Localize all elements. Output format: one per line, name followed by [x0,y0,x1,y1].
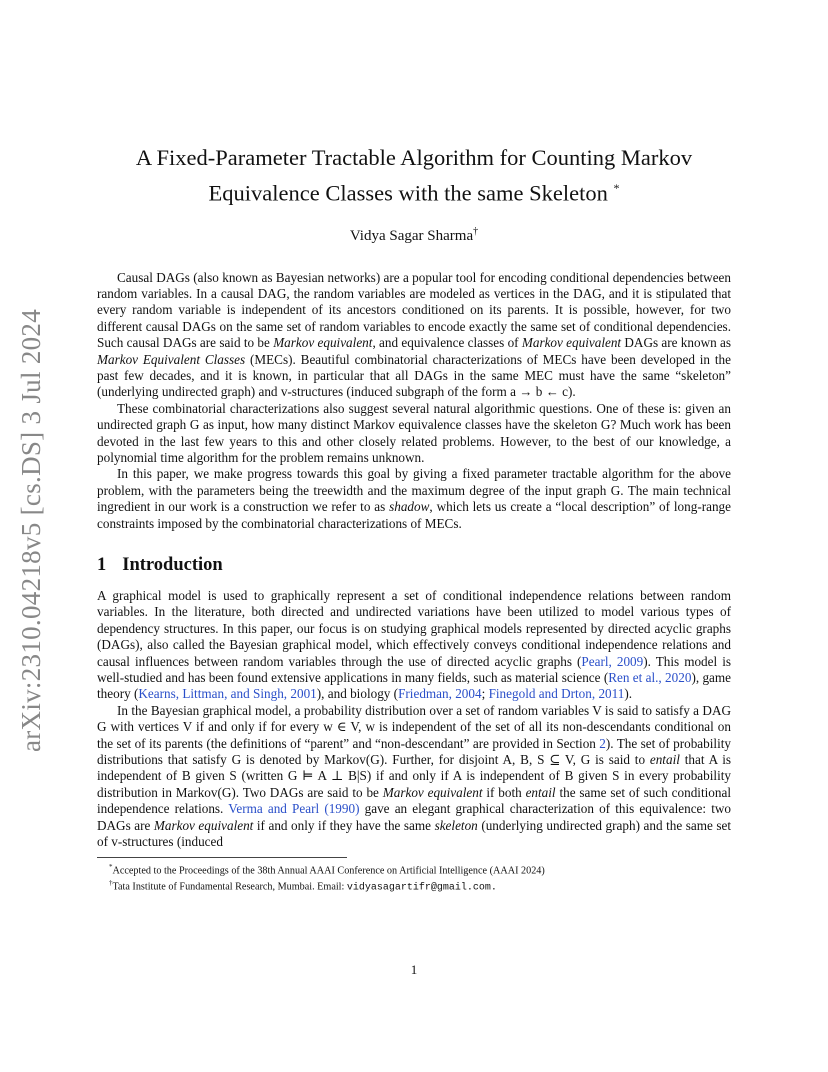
citation-link[interactable]: Finegold and Drton, 2011 [488,686,625,702]
paper-title [97,143,731,209]
section-title: Introduction [122,555,223,575]
abstract-paragraph-3: In this paper, we make progress towards this goal by giving a fixed parameter tractable algorithm for the above problem, with the parameters being the treewidth and the maximum degree of the input graph G. The main technical ingredient in our work is a construction we refer to as shadow, which lets us create a “local description” of long-range constraints imposed by the combinatorial characterizations of MECs. [97,466,731,531]
abstract-paragraph-1: Causal DAGs (also known as Bayesian networks) are a popular tool for encoding conditional dependencies between random variables. In a causal DAG, the random variables are modeled as vertices in the DAG, and it is stipulated that every random variable is independent of its ancestors conditioned on its parents. It is possible, however, for two different causal DAGs on the same set of random variables to encode exactly the same set of conditional dependencies. Such causal DAGs are said to be Markov equivalent, and equivalence classes of Markov equivalent DAGs are known as Markov Equivalent Classes (MECs). Beautiful combinatorial characterizations of MECs have been developed in the past few decades, and it is known, in particular that all DAGs in the same MEC must have the same “skeleton” (underlying undirected graph) and v-structures (induced subgraph of the form a → b ← c). [97,269,731,400]
footnote-2-text: Tata Institute of Fundamental Research, Mumbai. Email: [112,881,345,893]
page-number: 1 [410,962,418,977]
arxiv-identifier-stamp [12,300,52,760]
footnote-1-mark: * [109,862,113,871]
title-footnote-mark[interactable]: * [613,181,620,195]
citation-link[interactable]: Ren et al., 2020 [608,670,692,686]
footnote-1-text: Accepted to the Proceedings of the 38th Annual AAAI Conference on Artificial Intelligence (AAAI 2024) [112,864,545,876]
author-email[interactable]: vidyasagartifr@gmail.com. [346,882,497,894]
citation-link[interactable]: (1990) [324,801,360,817]
arxiv-id-text: arXiv:2310.04218v5 [cs.DS] 3 Jul 2024 [16,308,47,752]
citation-link[interactable]: Friedman, 2004 [398,686,482,702]
citation-link[interactable]: Verma and Pearl [228,801,320,817]
author-line [97,226,731,245]
footnote-2-mark: † [109,878,113,887]
body-paragraph-1: A graphical model is used to graphically represent a set of conditional independence relations between random variables. In the literature, both directed and undirected variations have been utilized to model various types of dependency structures. In this paper, our focus is on studying graphical models represented by directed acyclic graphs (DAGs), also called the Bayesian graphical model, which effectively conveys conditional independence relations and causal influences between random variables through the use of directed acyclic graphs (Pearl, 2009). This model is well-studied and has been found extensive applications in many fields, such as material science (Ren et al., 2020), game theory (Kearns, Littman, and Singh, 2001), and biology (Friedman, 2004; Finegold and Drton, 2011). [97,588,732,702]
author-footnote-mark[interactable]: † [473,225,479,237]
section-heading [97,555,731,576]
citation-link[interactable]: Kearns, Littman, and Singh, 2001 [138,686,317,702]
page-content [97,143,731,894]
citation-link[interactable]: Pearl, 2009 [581,653,644,669]
footnotes [97,861,731,895]
footnote-divider [97,857,347,858]
section-number: 1 [97,555,107,575]
section-body [97,588,731,851]
author-name: Vidya Sagar Sharma [349,227,474,244]
abstract [97,270,731,533]
footnote-2 [109,877,731,894]
section-ref-link[interactable]: 2 [599,735,606,751]
title-text: A Fixed-Parameter Tractable Algorithm for Counting Markov Equivalence Classes with the same Skeleton [135,145,693,206]
body-paragraph-2: In the Bayesian graphical model, a probability distribution over a set of random variables V is said to satisfy a DAG G with vertices V if and only if for every w ∈ V, w is independent of the set of all its non-descendants conditional on the set of its parents (the definitions of “parent” and “non-descendant” are provided in Section 2). The set of probability distributions that satisfy G is denoted by Markov(G). Further, for disjoint A, B, S ⊆ V, G is said to entail that A is independent of B given S (written G ⊨ A ⊥ B|S) if and only if A is independent of B given S in every probability distribution in Markov(G). Two DAGs are said to be Markov equivalent if both entail the same set of such conditional independence relations. Verma and Pearl (1990) gave an elegant graphical characterization of this equivalence: two DAGs are Markov equivalent if and only if they have the same skeleton (underlying undirected graph) and the same set of v-structures (induced [97,702,732,850]
abstract-paragraph-2: These combinatorial characterizations also suggest several natural algorithmic questions. One of these is: given an undirected graph G as input, how many distinct Markov equivalence classes have the skeleton G? Much work has been devoted in the last few years to this and other closely related problems. However, to the best of our knowledge, a polynomial time algorithm for the problem remains unknown. [97,400,731,465]
footnote-1 [109,861,731,877]
